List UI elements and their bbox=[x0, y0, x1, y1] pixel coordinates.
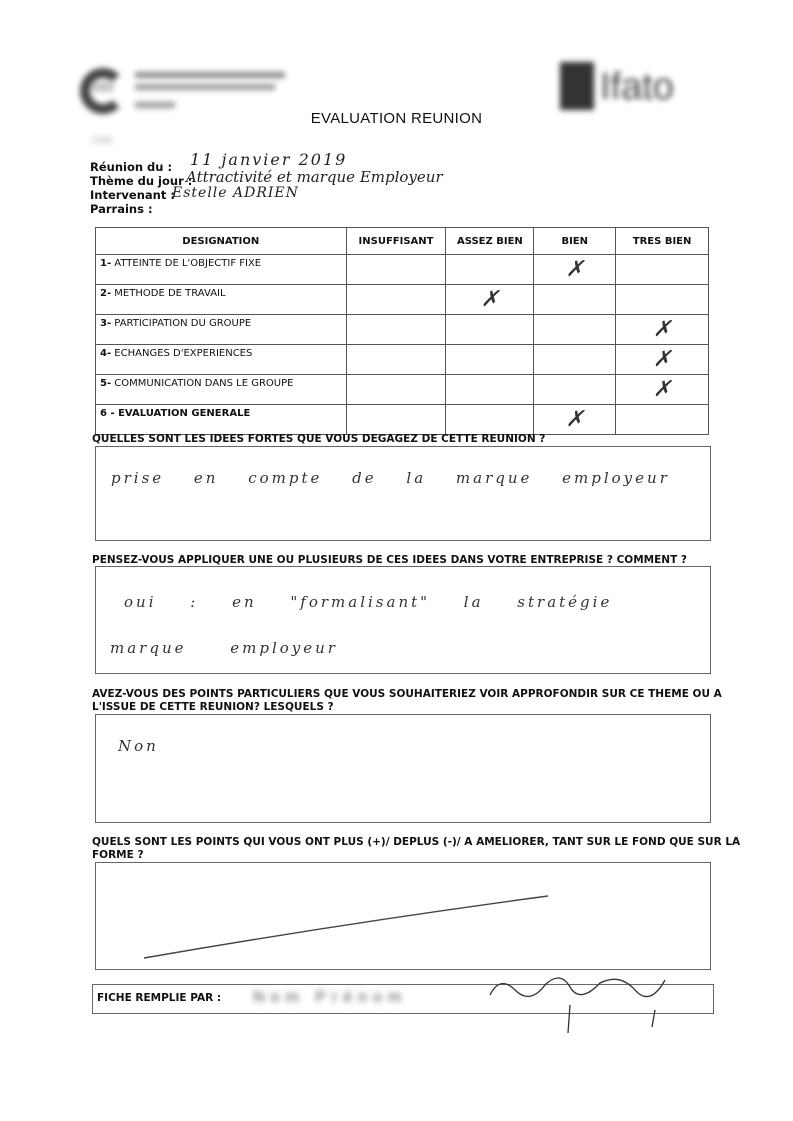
table-row bbox=[96, 255, 709, 285]
evaluation-table bbox=[95, 227, 709, 435]
table-row bbox=[96, 405, 709, 435]
row-label-text: ATTEINTE DE L'OBJECTIF FIXE bbox=[114, 258, 262, 269]
rating-cell-tres-bien[interactable] bbox=[616, 315, 709, 345]
intervenant-value: Estelle ADRIEN bbox=[172, 185, 299, 201]
logo-right bbox=[560, 58, 700, 118]
rating-cell-insuffisant[interactable] bbox=[346, 255, 446, 285]
check-mark-icon: ✗ bbox=[652, 346, 672, 372]
header-assez-bien: ASSEZ BIEN bbox=[446, 228, 534, 255]
row-label bbox=[96, 405, 347, 435]
rating-cell-tres-bien[interactable] bbox=[616, 255, 709, 285]
rating-cell-bien[interactable] bbox=[534, 405, 616, 435]
row-label-text: COMMUNICATION DANS LE GROUPE bbox=[114, 378, 294, 389]
check-mark-icon: ✗ bbox=[565, 406, 584, 432]
check-mark-icon: ✗ bbox=[565, 256, 584, 282]
strike-line bbox=[96, 863, 710, 969]
rating-cell-insuffisant[interactable] bbox=[346, 345, 446, 375]
header-tres-bien: TRES BIEN bbox=[616, 228, 709, 255]
question-3: AVEZ-VOUS DES POINTS PARTICULIERS QUE VOUS SOUHAITERIEZ VOIR APPROFONDIR SUR CE THEME OU A L'ISSUE DE CETTE REUNION? LESQUELS ? bbox=[92, 688, 722, 713]
answer-box-1[interactable] bbox=[95, 446, 711, 541]
reunion-label: Réunion du : bbox=[90, 160, 173, 174]
row-number: 5- bbox=[100, 378, 112, 389]
rating-cell-tres-bien[interactable] bbox=[616, 285, 709, 315]
check-mark-icon: ✗ bbox=[652, 316, 672, 342]
filled-by-label: FICHE REMPLIE PAR : bbox=[97, 992, 222, 1004]
row-label bbox=[96, 345, 347, 375]
rating-cell-bien[interactable] bbox=[534, 345, 616, 375]
rating-cell-insuffisant[interactable] bbox=[346, 285, 446, 315]
answer-box-3[interactable] bbox=[95, 714, 711, 823]
table-row bbox=[96, 345, 709, 375]
row-label bbox=[96, 285, 347, 315]
answer-2-line-1: oui : en "formalisant" la stratégie bbox=[124, 593, 613, 611]
row-label-text: PARTICIPATION DU GROUPE bbox=[114, 318, 252, 329]
row-label bbox=[96, 255, 347, 285]
question-1: QUELLES SONT LES IDEES FORTES QUE VOUS DEGAGEZ DE CETTE REUNION ? bbox=[92, 433, 546, 445]
parrains-label: Parrains : bbox=[90, 202, 153, 216]
signature bbox=[460, 965, 680, 1035]
rating-cell-tres-bien[interactable] bbox=[616, 345, 709, 375]
intervenant-label: Intervenant : bbox=[90, 188, 175, 202]
table-header-row bbox=[96, 228, 709, 255]
theme-value: Attractivité et marque Employeur bbox=[186, 168, 443, 186]
page-title: EVALUATION REUNION bbox=[310, 110, 483, 127]
answer-1: prise en compte de la marque employeur bbox=[111, 469, 670, 487]
row-number: 3- bbox=[100, 318, 112, 329]
row-label-text: EVALUATION GENERALE bbox=[118, 408, 251, 419]
filled-by-value: Nom Prénom bbox=[253, 989, 408, 1006]
rating-cell-assez-bien[interactable] bbox=[446, 345, 534, 375]
theme-label: Thème du jour : bbox=[90, 174, 193, 188]
check-mark-icon: ✗ bbox=[480, 286, 500, 312]
row-number: 6 - bbox=[100, 408, 115, 419]
rating-cell-bien[interactable] bbox=[534, 375, 616, 405]
rating-cell-assez-bien[interactable] bbox=[446, 255, 534, 285]
rating-cell-assez-bien[interactable] bbox=[446, 405, 534, 435]
rating-cell-tres-bien[interactable] bbox=[616, 405, 709, 435]
rating-cell-bien[interactable] bbox=[534, 255, 616, 285]
rating-cell-bien[interactable] bbox=[534, 285, 616, 315]
small-blurred-label: Date bbox=[92, 135, 114, 146]
rating-cell-insuffisant[interactable] bbox=[346, 315, 446, 345]
rating-cell-insuffisant[interactable] bbox=[346, 375, 446, 405]
rating-cell-insuffisant[interactable] bbox=[346, 405, 446, 435]
rating-cell-bien[interactable] bbox=[534, 315, 616, 345]
row-number: 4- bbox=[100, 348, 112, 359]
answer-3: Non bbox=[118, 737, 159, 755]
answer-box-2[interactable] bbox=[95, 566, 711, 674]
header-bien: BIEN bbox=[534, 228, 616, 255]
row-number: 1- bbox=[100, 258, 112, 269]
row-number: 2- bbox=[100, 288, 112, 299]
row-label-text: ECHANGES D'EXPERIENCES bbox=[114, 348, 253, 359]
check-mark-icon: ✗ bbox=[652, 376, 672, 402]
logo-left-text: CCI bbox=[92, 80, 113, 94]
rating-cell-tres-bien[interactable] bbox=[616, 375, 709, 405]
answer-box-4[interactable] bbox=[95, 862, 711, 970]
table-row bbox=[96, 375, 709, 405]
table-row bbox=[96, 285, 709, 315]
logo-right-text: Ifato bbox=[600, 66, 674, 108]
rating-cell-assez-bien[interactable] bbox=[446, 285, 534, 315]
row-label bbox=[96, 315, 347, 345]
header-designation: DESIGNATION bbox=[96, 228, 347, 255]
header-insuffisant: INSUFFISANT bbox=[346, 228, 446, 255]
reunion-value: 11 janvier 2019 bbox=[190, 150, 348, 169]
rating-cell-assez-bien[interactable] bbox=[446, 315, 534, 345]
answer-2-line-2: marque employeur bbox=[110, 639, 338, 657]
question-4: QUELS SONT LES POINTS QUI VOUS ONT PLUS (+)/ DEPLUS (-)/ A AMELIORER, TANT SUR LE FOND QUE SUR LA FORME ? bbox=[92, 836, 741, 861]
row-label-text: METHODE DE TRAVAIL bbox=[114, 288, 226, 299]
question-2: PENSEZ-VOUS APPLIQUER UNE OU PLUSIEURS DE CES IDEES DANS VOTRE ENTREPRISE ? COMMENT ? bbox=[92, 554, 687, 566]
table-row bbox=[96, 315, 709, 345]
rating-cell-assez-bien[interactable] bbox=[446, 375, 534, 405]
row-label bbox=[96, 375, 347, 405]
